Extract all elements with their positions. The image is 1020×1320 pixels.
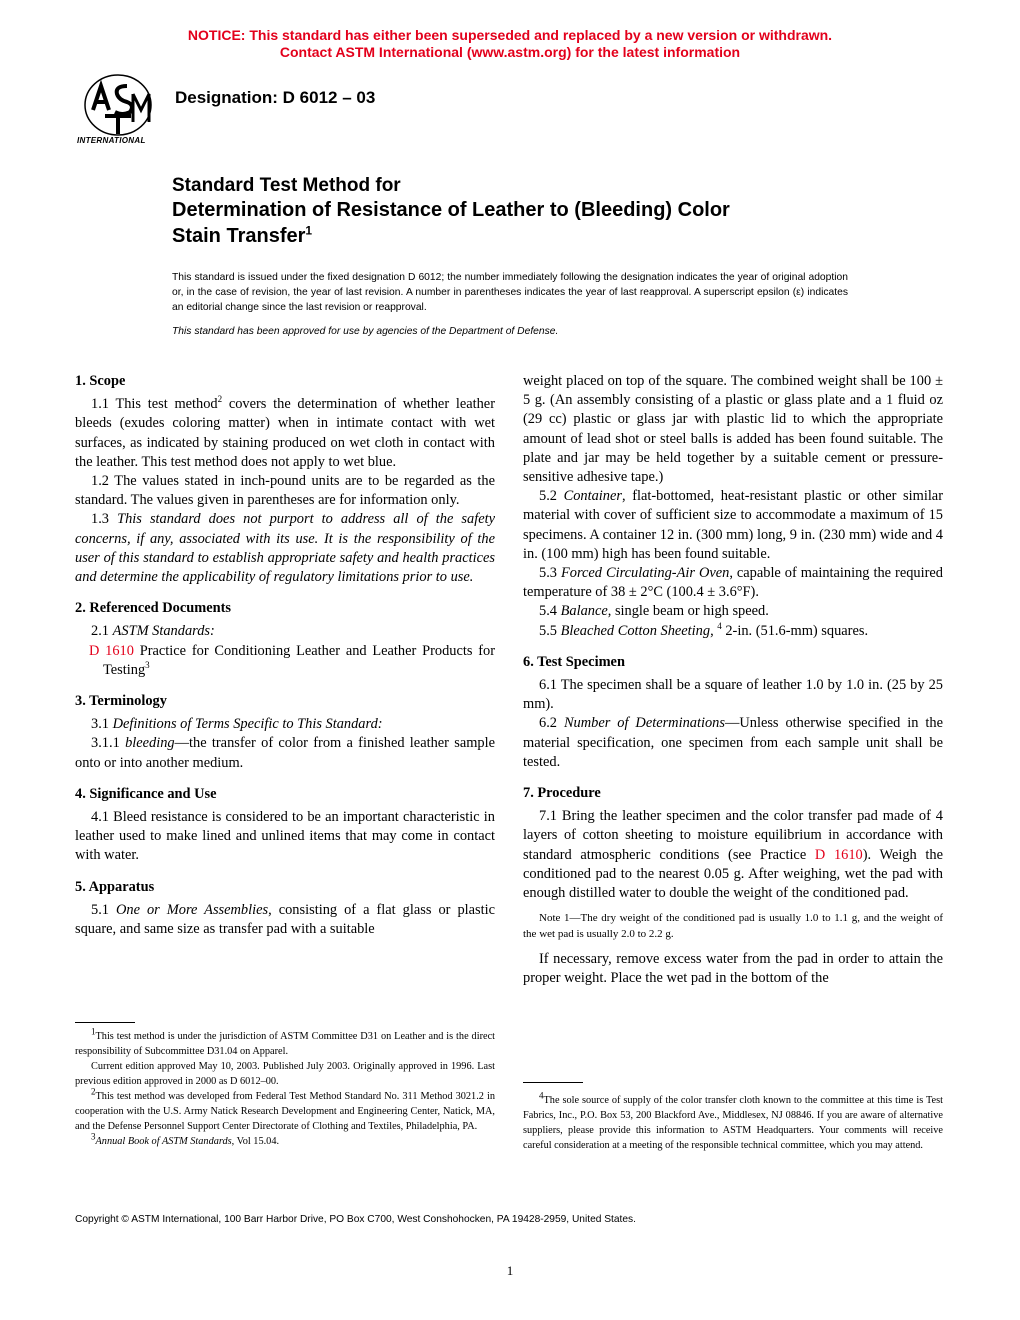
footnote-1: $^1$This test method is under the jurisdiction of ASTM Committee D31 on Leather and is the direct responsibility of Subcommittee D31.04 on Apparel. bbox=[75, 1026, 495, 1057]
term-balance: Balance bbox=[560, 603, 608, 620]
defense-approval: This standard has been approved for use by agencies of the Department of Defense. bbox=[172, 326, 559, 337]
para-1-1 bbox=[75, 395, 495, 472]
footnote-rule-right bbox=[523, 1082, 583, 1083]
para-5-2-num: 5.2 bbox=[539, 488, 564, 505]
para-2-1-text: ASTM Standards: bbox=[112, 623, 215, 640]
title-line-3-text: Stain Transfer bbox=[172, 225, 306, 247]
para-3-1-text: Definitions of Terms Specific to This Standard: bbox=[112, 716, 383, 733]
para-6-1: 6.1 The specimen shall be a square of leather 1.0 by 1.0 in. (25 by 25 mm). bbox=[523, 677, 943, 713]
para-1-3-text: This standard does not purport to address all of the safety concerns, if any, associated with its use. It is the responsibility of the user of this standard to establish appropriate safety and health practices and determine the applicability of regulatory limitations prior to use. bbox=[75, 511, 495, 586]
footnote-ref-3: 3 bbox=[145, 660, 150, 671]
title-line-2: Determination of Resistance of Leather to (Bleeding) Color bbox=[172, 199, 730, 221]
section-heading-apparatus: 5. Apparatus bbox=[75, 878, 155, 895]
para-7-1-rest: ). Weigh the conditioned pad to the nearest 0.05 g. After weighing, wet the pad with enough distilled water to double the weight of the conditioned pad. bbox=[523, 846, 943, 902]
footnote-2-text: This test method was developed from Federal Test Method Standard No. 311 Method 3021.2 in cooperation with the U.S. Army Natick Research Development and Engineering Center, Natick, MA, and the Defense Personnel Support Center Directorate of Clothing and Textiles, Philadelphia, PA. bbox=[75, 1091, 495, 1132]
para-3-1-num: 3.1 bbox=[91, 716, 113, 733]
para-3-1-1 bbox=[75, 734, 495, 772]
logo-wordmark: INTERNATIONAL bbox=[77, 136, 146, 145]
para-5-3-num: 5.3 bbox=[539, 565, 561, 582]
d1610-link[interactable]: D 1610 bbox=[89, 642, 134, 659]
para-2-1-num: 2.1 bbox=[91, 623, 113, 640]
para-5-3 bbox=[523, 564, 943, 602]
note-1: Note 1—The dry weight of the conditioned pad is usually 1.0 to 1.1 g, and the weight of the wet pad is usually 2.0 to 2.2 g. bbox=[523, 912, 943, 940]
para-5-4-text: , single beam or high speed. bbox=[607, 603, 769, 620]
reference-d1610-text: Practice for Conditioning Leather and Leather Products for Testing bbox=[103, 642, 495, 678]
page-number: 1 bbox=[506, 1263, 514, 1278]
notice-line-1: NOTICE: This standard has either been superseded and replaced by a new version or withdrawn. bbox=[187, 27, 833, 43]
footnote-4: $^4$The sole source of supply of the color transfer cloth known to the committee at this time is Test Fabrics, Inc., P.O. Box 53, 200 Blackford Ave., Middlesex, NJ 08846. If you are aware of alternative suppliers, please provide this information to ASTM Headquarters. Your comments will receive careful consideration at a meeting of the responsible technical committee, which you may attend. bbox=[523, 1090, 943, 1151]
reference-d1610 bbox=[75, 642, 495, 680]
para-5-1 bbox=[75, 901, 495, 939]
document-title bbox=[172, 175, 932, 249]
para-4-1: 4.1 Bleed resistance is considered to be an important characteristic in leather used to make lined and unlined items that may come in contact with water. bbox=[75, 809, 495, 864]
footnote-list bbox=[75, 1026, 495, 1149]
section-heading-terminology: 3. Terminology bbox=[75, 693, 167, 710]
astm-logo bbox=[75, 72, 161, 150]
para-5-4 bbox=[523, 602, 943, 621]
para-7-1-continued: If necessary, remove excess water from the pad in order to attain the proper weight. Place the wet pad in the bottom of the bbox=[523, 951, 943, 987]
para-5-5: 5.5 Bleached Cotton Sheeting, $^4$ 2-in. (51.6-mm) squares. bbox=[539, 620, 869, 639]
footnote-3-title: Annual Book of ASTM Standards bbox=[95, 1136, 232, 1147]
para-3-1-1-text: —the transfer of color from a finished leather sample onto or into another medium. bbox=[75, 735, 495, 771]
term-bleeding: bleeding bbox=[125, 735, 175, 752]
notice-line-2: Contact ASTM International (www.astm.org) for the latest information bbox=[279, 44, 741, 60]
footnote-ref-4: 4 bbox=[717, 620, 722, 631]
term-oven: Forced Circulating-Air Oven bbox=[560, 565, 730, 582]
term-number-of-determinations: Number of Determinations bbox=[563, 715, 725, 732]
term-cotton-sheeting: Bleached Cotton Sheeting bbox=[560, 622, 711, 639]
section-heading-procedure: 7. Procedure bbox=[523, 785, 601, 802]
title-line-3 bbox=[172, 223, 932, 249]
para-5-2-text: , flat-bottomed, heat-resistant plastic or other similar material with cover of sufficient size to accommodate a maximum of 15 specimens. A container 12 in. (300 mm) long, 9 in. (230 mm) wide and 4 in. (100 mm) high has been found suitable. bbox=[523, 488, 943, 562]
section-heading-significance: 4. Significance and Use bbox=[75, 785, 217, 802]
para-5-1-num: 5.1 bbox=[91, 901, 116, 918]
right-footnotes bbox=[523, 1082, 943, 1153]
footnote-1-text: This test method is under the jurisdiction of ASTM Committee D31 on Leather and is the direct responsibility of Subcommittee D31.04 on Apparel. bbox=[75, 1031, 495, 1057]
para-5-5-num: 5.5 bbox=[539, 622, 561, 639]
issuance-statement: This standard is issued under the fixed designation D 6012; the number immediately following the designation indicates the year of original adoption or, in the case of revision, the year of last revision. A number in parentheses indicates the year of last reapproval. A superscript epsilon (ε) indicates an editorial change since the last revision or reapproval. bbox=[172, 272, 848, 313]
copyright-line: Copyright © ASTM International, 100 Barr Harbor Drive, PO Box C700, West Conshohocken, PA 19428-2959, United States. bbox=[75, 1214, 636, 1225]
para-1-1-rest: covers the determination of whether leather bleeds (exudes coloring matter) when in intimate contact with wet surfaces, as indicated by staining produced on wet cloth in contact with the leather. This test method does not apply to wet blue. bbox=[75, 396, 495, 470]
para-5-1-continued: weight placed on top of the square. The combined weight shall be 100 ± 5 g. (An assembly consisting of a plastic or glass plate and a 1 fluid oz (29 cc) plastic or glass jar with plastic lid to which the appropriate amount of lead shot or steel balls is added has been found suitable. The plate and jar may be held together by a suitable cement or pressure-sensitive adhesive tape.) bbox=[523, 373, 943, 486]
left-footnotes bbox=[75, 1022, 495, 1149]
d1610-link-procedure[interactable]: D 1610 bbox=[814, 846, 863, 863]
footnote-ref-2: 2 bbox=[217, 394, 223, 405]
para-3-1-1-num: 3.1.1 bbox=[91, 735, 126, 752]
footnote-4-text: The sole source of supply of the color transfer cloth known to the committee at this time is Test Fabrics, Inc., P.O. Box 53, 200 Blackford Ave., Middlesex, NJ 08846. If you are aware of alternative suppliers, please provide this information to ASTM Headquarters. Your comments will receive careful consideration at a meeting of the responsible technical committee, which you may attend. bbox=[523, 1095, 943, 1151]
section-heading-referenced-documents: 2. Referenced Documents bbox=[75, 600, 231, 617]
title-line-1: Standard Test Method for bbox=[172, 175, 401, 196]
para-7-1 bbox=[523, 807, 943, 903]
designation: Designation: D 6012 – 03 bbox=[175, 88, 376, 107]
para-5-2 bbox=[523, 487, 943, 564]
para-1-2: 1.2 The values stated in inch-pound units are to be regarded as the standard. The values given in parentheses are for information only. bbox=[75, 473, 495, 509]
footnote-3: $^3$Annual Book of ASTM Standards, Vol 15.04. bbox=[91, 1131, 280, 1147]
footnote-3-text: , Vol 15.04. bbox=[231, 1136, 280, 1147]
para-6-2 bbox=[523, 714, 943, 772]
para-6-2-num: 6.2 bbox=[539, 715, 564, 732]
section-heading-scope: 1. Scope bbox=[75, 373, 126, 389]
para-6-2-text: —Unless otherwise specified in the material specification, one specimen from each sample unit shall be tested. bbox=[523, 715, 944, 770]
section-heading-test-specimen: 6. Test Specimen bbox=[523, 653, 625, 670]
para-5-5-text: 2-in. (51.6-mm) squares. bbox=[721, 622, 869, 639]
term-assemblies: One or More Assemblies bbox=[116, 901, 269, 918]
para-7-1-start: 7.1 Bring the leather specimen and the color transfer pad made of 4 layers of cotton sheeting to moisture equilibrium in accordance with standard atmospheric conditions (see Practice bbox=[523, 808, 943, 863]
right-column bbox=[523, 372, 943, 989]
para-3-1 bbox=[75, 715, 495, 734]
para-1-1-start: 1.1 This test method bbox=[91, 396, 218, 413]
footnote-1b: Current edition approved May 10, 2003. Published July 2003. Originally approved in 1996. Last previous edition approved in 2000 as D 6012–00. bbox=[75, 1061, 495, 1087]
footnote-list-right bbox=[523, 1090, 943, 1153]
para-1-3-num: 1.3 bbox=[91, 511, 118, 528]
withdrawn-notice bbox=[0, 27, 1020, 61]
para-5-4-num: 5.4 bbox=[539, 603, 561, 620]
footnote-2: $^2$This test method was developed from Federal Test Method Standard No. 311 Method 3021.2 in cooperation with the U.S. Army Natick Research Development and Engineering Center, Natick, MA, and the Defense Personnel Support Center Directorate of Clothing and Textiles, Philadelphia, PA. bbox=[75, 1086, 495, 1132]
para-1-3 bbox=[75, 510, 495, 587]
term-container: Container bbox=[563, 488, 622, 505]
title-footnote-mark: 1 bbox=[305, 223, 313, 238]
para-5-1-text: , consisting of a flat glass or plastic square, and same size as transfer pad with a suitable bbox=[75, 901, 496, 938]
footnote-rule bbox=[75, 1022, 135, 1023]
para-2-1 bbox=[75, 622, 495, 641]
para-5-3-text: , capable of maintaining the required temperature of 38 ± 2°C (100.4 ± 3.6°F). bbox=[523, 565, 943, 601]
left-column bbox=[75, 372, 495, 939]
